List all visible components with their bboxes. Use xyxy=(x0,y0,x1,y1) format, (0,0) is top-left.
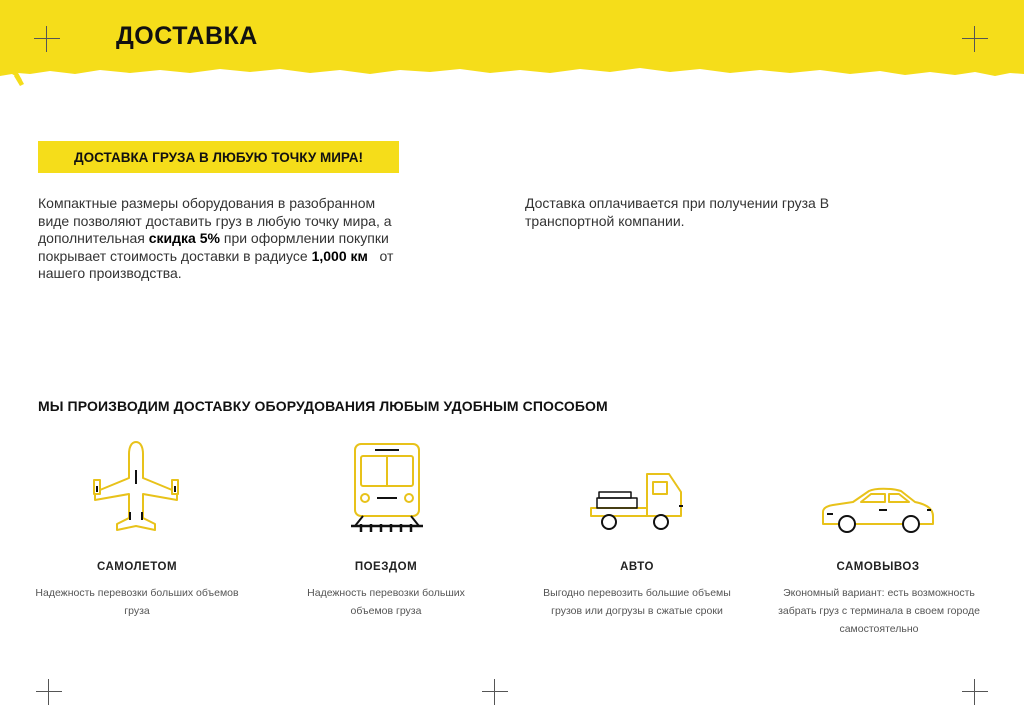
intro-left-part2: при оформлении покупки покрывает стоимость доставки в радиусе xyxy=(38,230,389,264)
crop-mark-bottom-right xyxy=(962,679,988,705)
intro-right-text: Доставка оплачивается при получении груза В транспортной компании. xyxy=(525,195,830,229)
crop-mark-top-left xyxy=(34,26,60,52)
method-desc-pickup: Экономный вариант: есть возможность забрать груз с терминала в своем городе самостоятельно xyxy=(778,587,980,635)
intro-left-part3: от нашего производства. xyxy=(38,247,398,282)
train-icon xyxy=(349,442,425,534)
method-desc-train: Надежность перевозки больших объемов груза xyxy=(307,587,465,617)
method-label-train: ПОЕЗДОМ xyxy=(354,561,418,573)
car-icon xyxy=(819,486,937,534)
page-title: ДОСТАВКА xyxy=(116,22,258,50)
discount-highlight: скидка 5% xyxy=(148,230,220,247)
truck-icon xyxy=(589,470,685,534)
airplane-icon xyxy=(90,440,182,534)
method-label-pickup: САМОВЫВОЗ xyxy=(836,561,920,573)
method-label-plane: САМОЛЕТОМ xyxy=(96,561,178,573)
methods-title: МЫ ПРОИЗВОДИМ ДОСТАВКУ ОБОРУДОВАНИЯ ЛЮБЫМ УДОБНЫМ СПОСОБОМ xyxy=(38,398,608,414)
intro-left-text xyxy=(38,195,398,283)
radius-highlight: 1,000 км xyxy=(311,247,368,264)
method-desc-auto: Выгодно перевозить большие объемы грузов или догрузы в сжатые сроки xyxy=(543,587,731,617)
promo-badge: ДОСТАВКА ГРУЗА В ЛЮБУЮ ТОЧКУ МИРА! xyxy=(38,141,399,173)
intro-left-part1: Компактные размеры оборудования в разобранном виде позволяют доставить груз в любую точку мира, а дополнительная xyxy=(38,195,392,247)
crop-mark-top-right xyxy=(962,26,988,52)
crop-mark-bottom-center xyxy=(482,679,508,705)
crop-mark-bottom-left xyxy=(36,679,62,705)
method-desc-plane: Надежность перевозки больших объемов груза xyxy=(35,587,239,617)
method-label-auto: АВТО xyxy=(620,561,654,573)
